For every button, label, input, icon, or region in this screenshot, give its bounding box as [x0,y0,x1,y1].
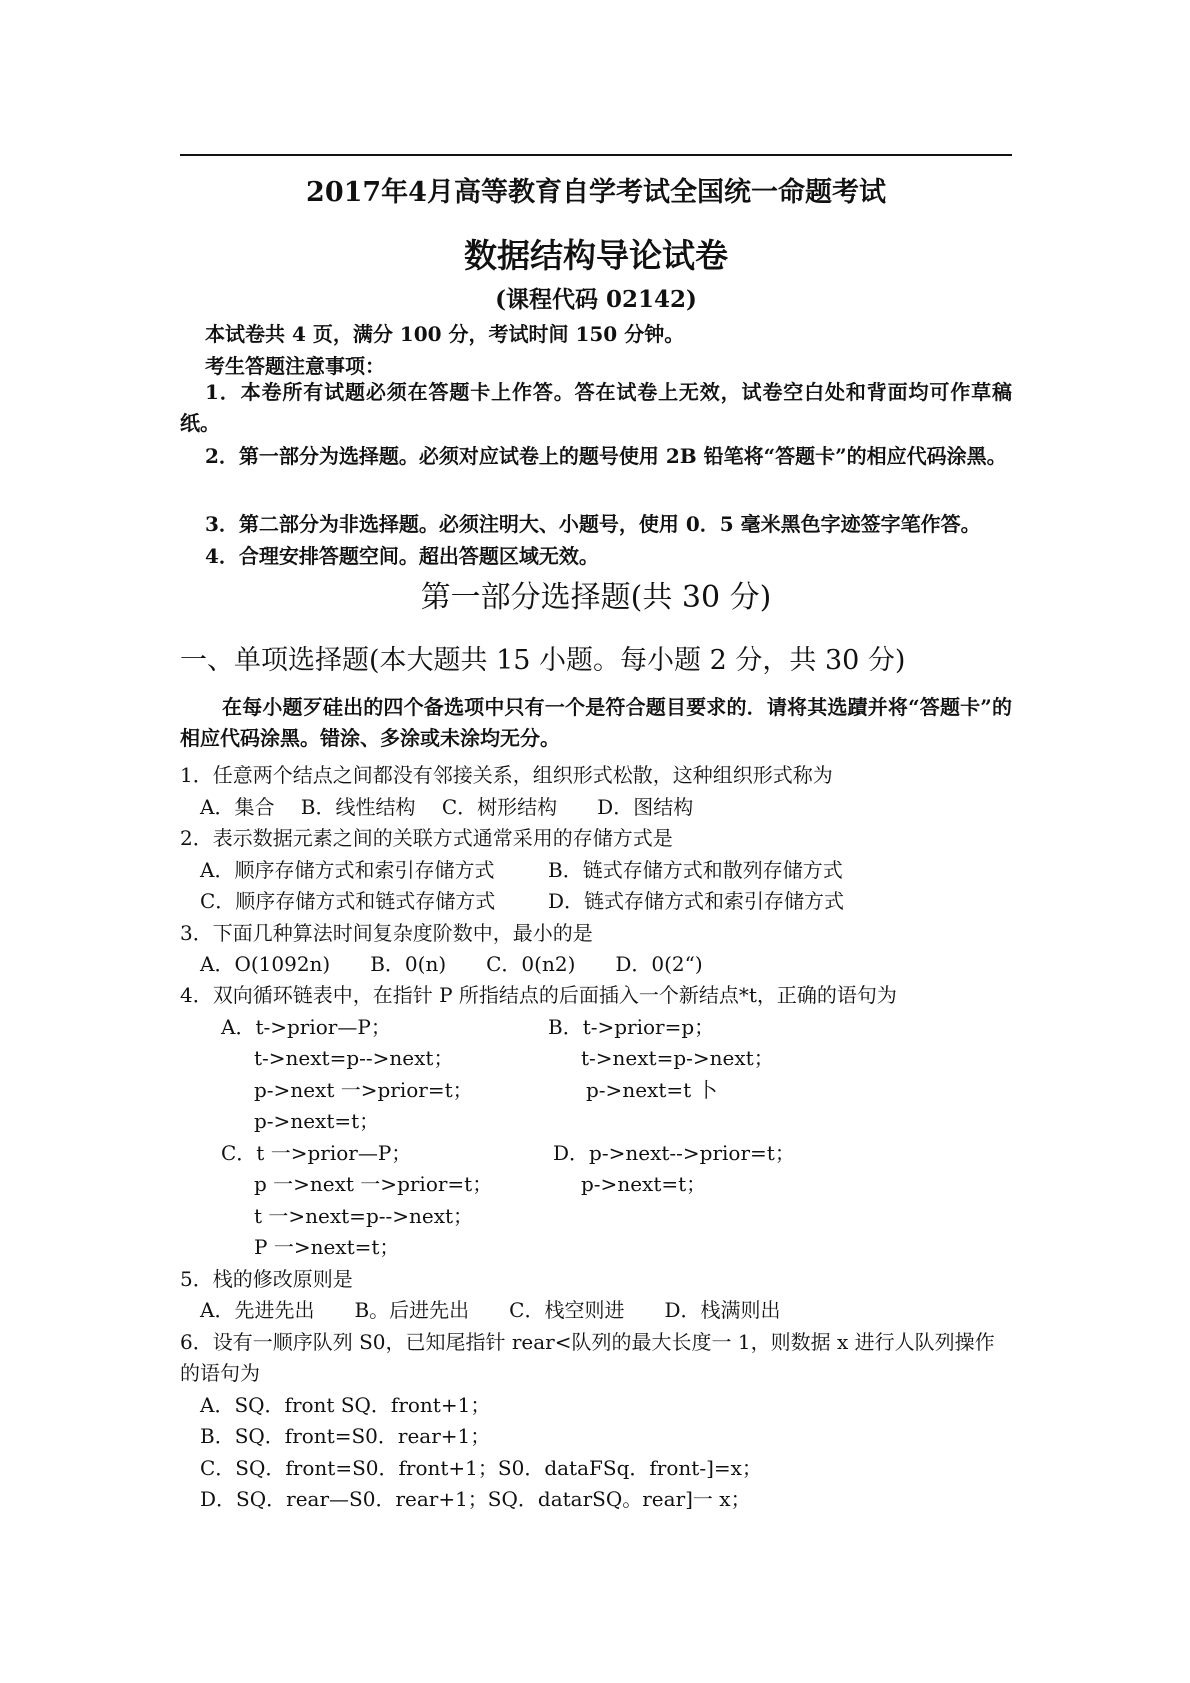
note-2: 2．第一部分为选择题。必须对应试卷上的题号使用 2B 铅笔将“答题卡”的相应代码涂黑。 [205,444,1007,468]
q4-a-line: p->next 一>prior=t； [254,1078,473,1102]
q6-stem-cont: 的语句为 [180,1361,260,1385]
q4-stem: 4．双向循环链表中，在指针 P 所指结点的后面插入一个新结点*t，正确的语句为 [180,983,897,1007]
q2-stem: 2．表示数据元素之间的关联方式通常采用的存储方式是 [180,826,673,850]
exam-info: 本试卷共 4 页，满分 100 分，考试时间 150 分钟。 [205,322,685,346]
q1-options: A．集合 B．线性结构 C．树形结构 D．图结构 [200,795,694,819]
q5-options: A．先进先出 B。后进先出 C．栈空则进 D．栈满则出 [200,1298,781,1322]
q4-b-line: B．t->prior=p； [548,1015,715,1039]
q3-stem: 3．下面几种算法时间复杂度阶数中，最小的是 [180,921,593,945]
section-instruction: 在每小题歹硅出的四个备选项中只有一个是符合题目要求的．请将其选蹟并将“答题卡”的相应代码涂黑。错涂、多涂或未涂均无分。 [180,695,1012,750]
note-4: 4．合理安排答题空间。超出答题区域无效。 [205,544,599,568]
note-3: 3．第二部分为非选择题。必须注明大、小题号，使用 0．5 毫米黑色字迹签字笔作答。 [205,512,981,536]
q2-option-b: B．链式存储方式和散列存储方式 [548,858,843,882]
q4-c-line: C．t 一>prior—P； [221,1141,412,1165]
q4-b-line: t->next=p->next； [581,1046,774,1070]
notes-title: 考生答题注意事项： [205,354,385,378]
paper-title: 数据结构导论试卷 [464,236,728,275]
q4-d-line: D．p->next-->prior=t； [553,1141,795,1165]
top-rule [180,154,1012,156]
q2-option-a: A．顺序存储方式和索引存储方式 [200,858,495,882]
note-1: 1．本卷所有试题必须在答题卡上作答。答在试卷上无效，试卷空白处和背面均可作草稿纸。 [180,380,1012,435]
q4-d-line: p->next=t； [581,1172,707,1196]
q6-stem: 6．设有一顺序队列 S0，已知尾指针 rear<队列的最大长度一 1，则数据 x 进行人队列操作 [180,1330,995,1354]
part1-title: 第一部分选择题(共 30 分) [420,580,772,615]
q4-a-line: A．t->prior—P； [221,1015,391,1039]
q6-option-c: C．SQ．front=S0．front+1；S0．dataFSq．front-]=x； [200,1456,762,1480]
q6-option-a: A．SQ．front SQ．front+1； [200,1393,491,1417]
q2-option-d: D．链式存储方式和索引存储方式 [548,889,845,913]
q4-c-line: P 一>next=t； [254,1235,400,1259]
exam-title: 2017年4月高等教育自学考试全国统一命题考试 [306,177,886,208]
q4-c-line: p 一>next 一>prior=t； [254,1172,493,1196]
q1-stem: 1．任意两个结点之间都没有邻接关系，组织形式松散，这种组织形式称为 [180,763,833,787]
q3-options: A．O(1092n) B．0(n) C．0(n2) D．0(2“) [200,952,703,976]
section-heading: 一、单项选择题(本大题共 15 小题。每小题 2 分，共 30 分) [180,645,906,676]
q4-b-line: p->next=t 卜 [586,1078,718,1102]
q6-option-b: B．SQ．front=S0．rear+1； [200,1424,491,1448]
course-code: (课程代码 02142) [495,286,697,313]
q4-a-line: p->next=t； [254,1109,380,1133]
q4-a-line: t->next=p-->next； [254,1046,454,1070]
q2-option-c: C．顺序存储方式和链式存储方式 [200,889,496,913]
q5-stem: 5．栈的修改原则是 [180,1267,353,1291]
q6-option-d: D．SQ．rear—S0．rear+1；SQ．datarSQ。rear]一 x； [200,1487,751,1511]
q4-c-line: t 一>next=p-->next； [254,1204,474,1228]
